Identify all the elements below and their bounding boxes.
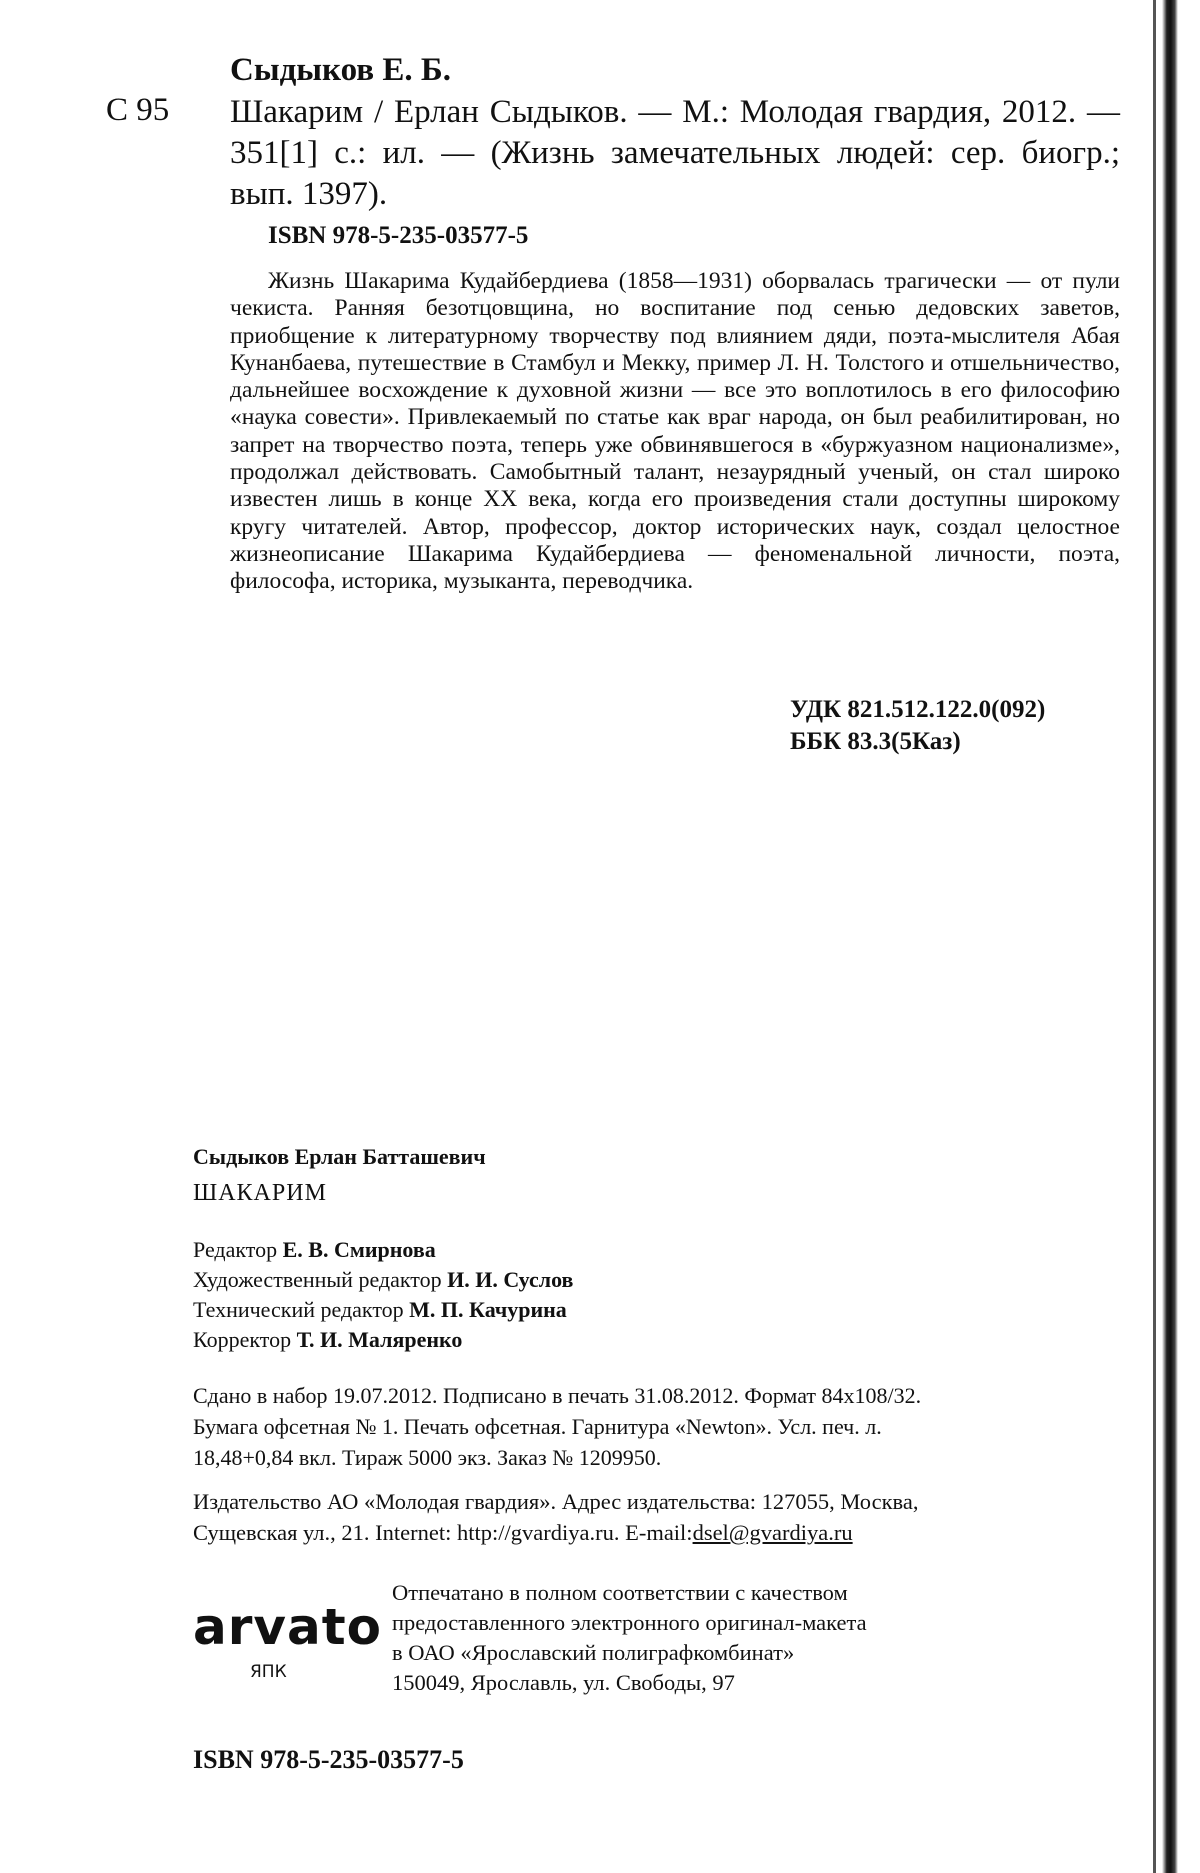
printer-info [392, 1578, 1092, 1698]
imprint-book-title: ШАКАРИМ [193, 1180, 327, 1206]
staff-list [193, 1235, 573, 1355]
staff-item [193, 1265, 573, 1295]
arvato-logo: arvato [193, 1598, 382, 1656]
isbn-top: ISBN 978-5-235-03577-5 [268, 222, 529, 249]
staff-role: Художественный редактор [193, 1267, 442, 1292]
bibliographic-entry: Шакарим / Ерлан Сыдыков. — М.: Молодая гвардия, 2012. — 351[1] с.: ил. — (Жизнь замечательных людей: сер. биогр.; вып. 1397). [230, 94, 1120, 212]
bbk-code: ББК 83.3(5Каз) [790, 728, 961, 755]
staff-name: И. И. Суслов [447, 1267, 574, 1292]
annotation-text: Жизнь Шакарима Кудайбердиева (1858—1931) оборвалась трагически — от пули чекиста. Ранняя безотцовщина, но воспитание под сенью дедовских заветов, приобщение к литературному творчеству под влиянием дяди, поэта-мыслителя Абая Кунанбаева, путешествие в Стамбул и Мекку, пример Л. Н. Толстого и отшельничество, дальнейшее восхождение к духовной жизни — все это воплотилось в его философию «наука совести». Привлекаемый по статье как враг народа, он был реабилитирован, но запрет на творчество поэта, теперь уже обвинявшегося в «буржуазном национализме», продолжал действовать. Самобытный талант, незаурядный ученый, он стал широко известен лишь в конце XX века, когда его произведения стали доступны широкому кругу читателей. Автор, профессор, доктор исторических наук, создал целостное жизнеописание Шакарима Кудайбердиева — феноменальной личности, поэта, философа, историка, музыканта, переводчика. [230, 268, 1120, 595]
printer-line: в ОАО «Ярославский полиграфкомбинат» [392, 1640, 795, 1665]
printer-logo-subtext: ЯПК [250, 1662, 287, 1682]
classification-code: С 95 [106, 92, 170, 128]
publisher-contacts [193, 1517, 1123, 1548]
scan-edge [1162, 0, 1178, 1873]
staff-item [193, 1235, 573, 1265]
print-info-line: Бумага офсетная № 1. Печать офсетная. Гарнитура «Newton». Усл. печ. л. [193, 1414, 882, 1439]
printer-line: Отпечатано в полном соответствии с качеством [392, 1580, 848, 1605]
print-info-line: 18,48+0,84 вкл. Тираж 5000 экз. Заказ № 1209950. [193, 1445, 662, 1470]
imprint-author-name: Сыдыков Ерлан Батташевич [193, 1144, 486, 1169]
isbn-bottom: ISBN 978-5-235-03577-5 [193, 1745, 464, 1774]
udk-code: УДК 821.512.122.0(092) [790, 696, 1046, 723]
staff-role: Корректор [193, 1327, 292, 1352]
staff-role: Технический редактор [193, 1297, 404, 1322]
print-info [193, 1380, 1123, 1473]
classification-block [790, 694, 1045, 758]
publisher-info [193, 1486, 1123, 1548]
print-info-line: Сдано в набор 19.07.2012. Подписано в печать 31.08.2012. Формат 84x108/32. [193, 1383, 922, 1408]
staff-item [193, 1325, 573, 1355]
publisher-internet: Сущевская ул., 21. Internet: http://gvardiya.ru. E-mail: [193, 1520, 693, 1545]
staff-name: Т. И. Маляренко [296, 1327, 463, 1352]
scan-shadow-line [1153, 0, 1156, 1873]
staff-role: Редактор [193, 1237, 278, 1262]
printer-line: предоставленного электронного оригинал-макета [392, 1610, 867, 1635]
staff-name: Е. В. Смирнова [282, 1237, 436, 1262]
staff-item [193, 1295, 573, 1325]
author-short: Сыдыков Е. Б. [230, 52, 451, 88]
publisher-address: Издательство АО «Молодая гвардия». Адрес издательства: 127055, Москва, [193, 1489, 919, 1514]
publisher-email-link[interactable]: dsel@gvardiya.ru [692, 1520, 853, 1545]
staff-name: М. П. Качурина [409, 1297, 567, 1322]
printer-line: 150049, Ярославль, ул. Свободы, 97 [392, 1670, 735, 1695]
